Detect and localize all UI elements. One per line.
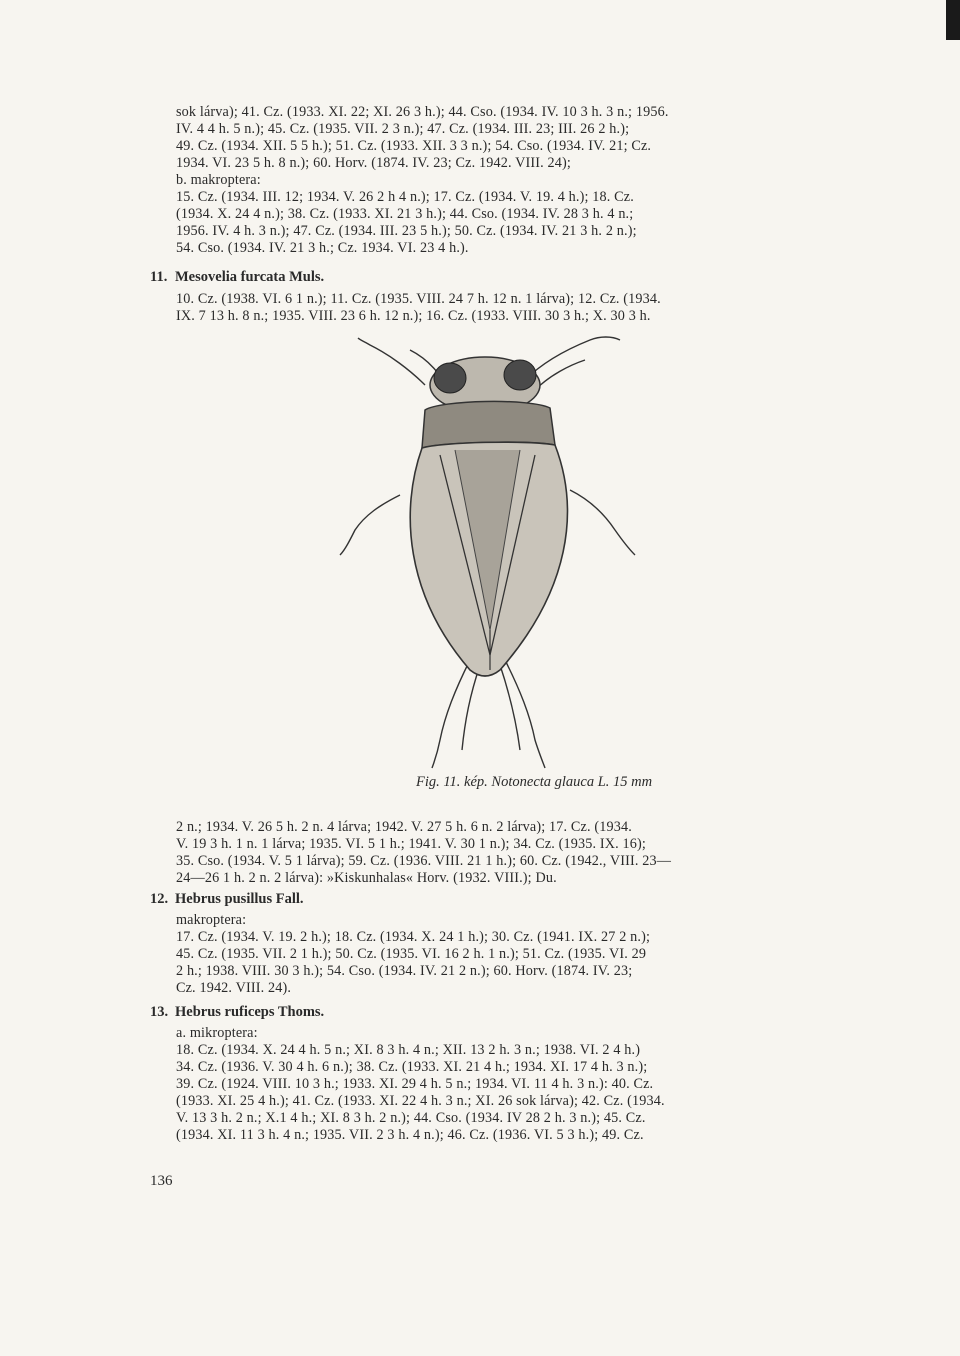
text-line: 49. Cz. (1934. XII. 5 5 h.); 51. Cz. (1933. XII. 3 3 n.); 54. Cso. (1934. IV. 21; Cz. [176,138,652,154]
text-line: 45. Cz. (1935. VII. 2 1 h.); 50. Cz. (1935. VI. 16 2 h. 1 n.); 51. Cz. (1935. VI. 29 [176,946,647,962]
species-heading-11 [150,269,324,286]
text-line: (1934. X. 24 4 n.); 38. Cz. (1933. XI. 21 3 h.); 44. Cso. (1934. IV. 28 3 h. 4 n.; [176,206,634,222]
text-line: 17. Cz. (1934. V. 19. 2 h.); 18. Cz. (1934. X. 24 1 h.); 30. Cz. (1941. IX. 27 2 n.); [176,929,651,945]
text-line: 24—26 1 h. 2 n. 2 lárva): »Kiskunhalas« Horv. (1932. VIII.); Du. [176,870,557,886]
text-line: 1956. IV. 4 h. 3 n.); 47. Cz. (1934. III. 23 5 h.); 50. Cz. (1934. IV. 21 3 h. 2 n.); [176,223,637,239]
text-line: Cz. 1942. VIII. 24). [176,980,292,996]
text-block-2 [176,291,856,325]
text-line: V. 13 3 h. 2 n.; X.1 4 h.; XI. 8 3 h. 2 n.); 44. Cso. (1934. IV 28 2 h. 3 n.); 45. Cz. [176,1110,646,1126]
text-block-5 [176,1025,856,1144]
notonecta-illustration [330,330,640,770]
heading-name: Hebrus ruficeps Thoms. [175,1004,325,1020]
text-line: (1933. XI. 25 4 h.); 41. Cz. (1933. XI. 22 4 h. 3 n.; XI. 26 sok lárva); 42. Cz. (1934. [176,1093,665,1109]
text-line: V. 19 3 h. 1 n. 1 lárva; 1935. VI. 5 1 h.; 1941. V. 30 1 n.); 34. Cz. (1935. IX. 16); [176,836,647,852]
species-heading-13 [150,1004,324,1021]
heading-number: 13. [150,1004,169,1020]
edge-mark [946,0,960,40]
text-line: (1934. XI. 11 3 h. 4 n.; 1935. VII. 2 3 h. 4 n.); 46. Cz. (1936. VI. 5 3 h.); 49. Cz. [176,1127,644,1143]
text-block-4 [176,912,856,997]
heading-name: Mesovelia furcata Muls. [175,269,325,285]
text-line: a. mikroptera: [176,1025,258,1041]
text-line: sok lárva); 41. Cz. (1933. XI. 22; XI. 26 3 h.); 44. Cso. (1934. IV. 10 3 h. 3 n.; 1956. [176,104,669,120]
text-line: 2 h.; 1938. VIII. 30 3 h.); 54. Cso. (1934. IV. 21 2 n.); 60. Horv. (1874. IV. 23; [176,963,633,979]
text-line: b. makroptera: [176,172,261,188]
heading-name: Hebrus pusillus Fall. [175,891,304,907]
text-line: makroptera: [176,912,247,928]
heading-number: 11. [150,269,168,285]
text-block-1 [176,104,856,257]
page-number: 136 [150,1173,173,1189]
text-line: 2 n.; 1934. V. 26 5 h. 2 n. 4 lárva; 1942. V. 27 5 h. 6 n. 2 lárva); 17. Cz. (1934. [176,819,632,835]
text-line: 18. Cz. (1934. X. 24 4 h. 5 n.; XI. 8 3 h. 4 n.; XII. 13 2 h. 3 n.; 1938. VI. 2 4 h.) [176,1042,641,1058]
figure-caption: Fig. 11. kép. Notonecta glauca L. 15 mm [416,774,653,790]
text-line: 10. Cz. (1938. VI. 6 1 n.); 11. Cz. (1935. VIII. 24 7 h. 12 n. 1 lárva); 12. Cz. (1934. [176,291,661,307]
heading-number: 12. [150,891,169,907]
text-line: 1934. VI. 23 5 h. 8 n.); 60. Horv. (1874. IV. 23; Cz. 1942. VIII. 24); [176,155,571,171]
text-line: 35. Cso. (1934. V. 5 1 lárva); 59. Cz. (1936. VIII. 21 1 h.); 60. Cz. (1942., VIII. 23— [176,853,672,869]
text-line: 34. Cz. (1936. V. 30 4 h. 6 n.); 38. Cz. (1933. XI. 21 4 h.; 1934. XI. 17 4 h. 3 n.); [176,1059,648,1075]
text-line: IX. 7 13 h. 8 n.; 1935. VIII. 23 6 h. 12 n.); 16. Cz. (1933. VIII. 30 3 h.; X. 30 3 h. [176,308,651,324]
text-line: IV. 4 4 h. 5 n.); 45. Cz. (1935. VII. 2 3 n.); 47. Cz. (1934. III. 23; III. 26 2 h.); [176,121,630,137]
text-line: 54. Cso. (1934. IV. 21 3 h.; Cz. 1934. VI. 23 4 h.). [176,240,469,256]
text-line: 39. Cz. (1924. VIII. 10 3 h.; 1933. XI. 29 4 h. 5 n.; 1934. VI. 11 4 h. 3 n.): 40. Cz. [176,1076,654,1092]
species-heading-12 [150,891,304,908]
text-block-3 [176,819,856,887]
text-line: 15. Cz. (1934. III. 12; 1934. V. 26 2 h 4 n.); 17. Cz. (1934. V. 19. 4 h.); 18. Cz. [176,189,634,205]
